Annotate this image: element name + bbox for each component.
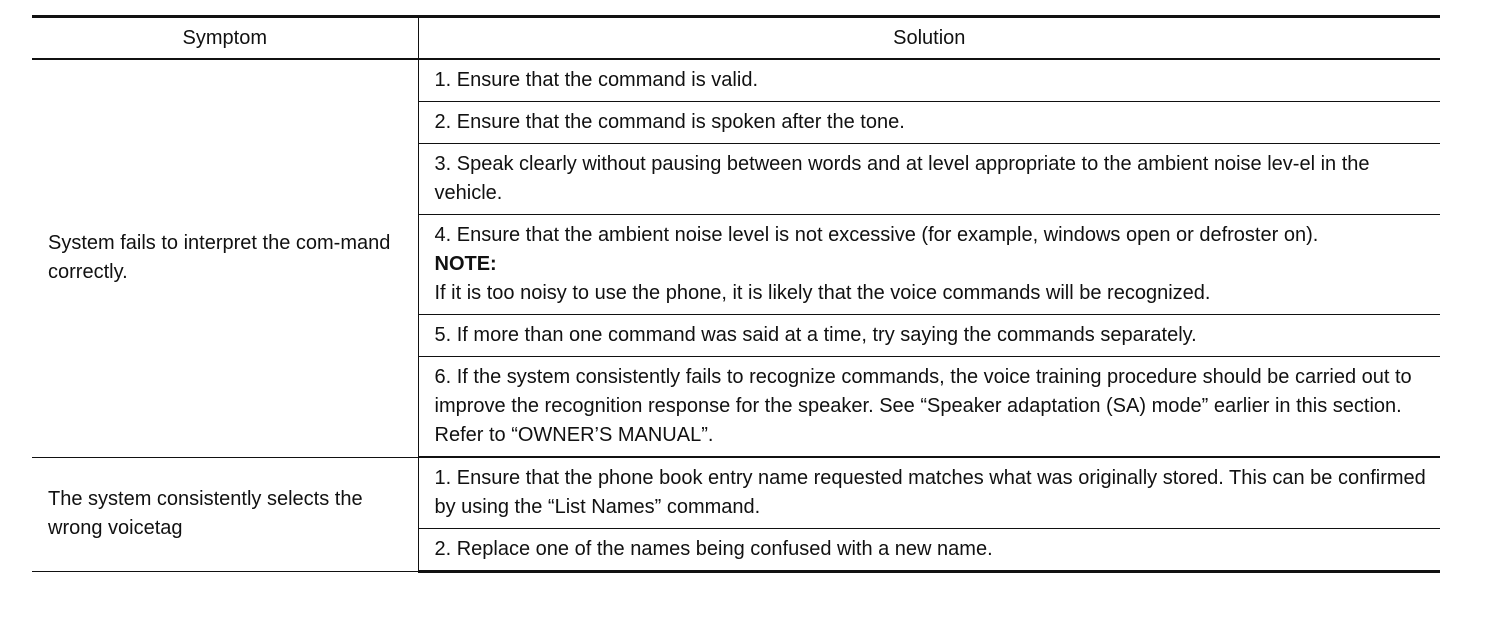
solution-cell: 2. Replace one of the names being confused with a new name. [418, 529, 1440, 572]
solution-text: 4. Ensure that the ambient noise level is not excessive (for example, windows open or defroster on). [434, 224, 1319, 246]
solution-header: Solution [418, 17, 1440, 60]
note-label: NOTE: [434, 253, 497, 275]
solution-cell [418, 215, 1440, 315]
symptom-cell: System fails to interpret the com-mand correctly. [32, 59, 418, 457]
solution-cell: 3. Speak clearly without pausing between words and at level appropriate to the ambient noise lev-el in the vehicle. [418, 144, 1440, 215]
solution-cell: 1. Ensure that the command is valid. [418, 59, 1440, 102]
table-row [32, 59, 1440, 102]
solution-cell: 5. If more than one command was said at a time, try saying the commands separately. [418, 315, 1440, 357]
symptom-cell: The system consistently selects the wrong voicetag [32, 457, 418, 572]
header-row [32, 17, 1440, 60]
solution-cell: 2. Ensure that the command is spoken after the tone. [418, 102, 1440, 144]
troubleshooting-table [32, 15, 1440, 573]
symptom-header: Symptom [32, 17, 418, 60]
note-text: If it is too noisy to use the phone, it is likely that the voice commands will be recognized. [434, 282, 1211, 304]
table-row [32, 457, 1440, 529]
solution-cell: 6. If the system consistently fails to recognize commands, the voice training procedure should be carried out to improve the recognition response for the speaker. See “Speaker adaptation (SA) mode” earlier in this section. Refer to “OWNER’S MANUAL”. [418, 357, 1440, 458]
solution-cell: 1. Ensure that the phone book entry name requested matches what was originally stored. This can be confirmed by using the “List Names” command. [418, 457, 1440, 529]
